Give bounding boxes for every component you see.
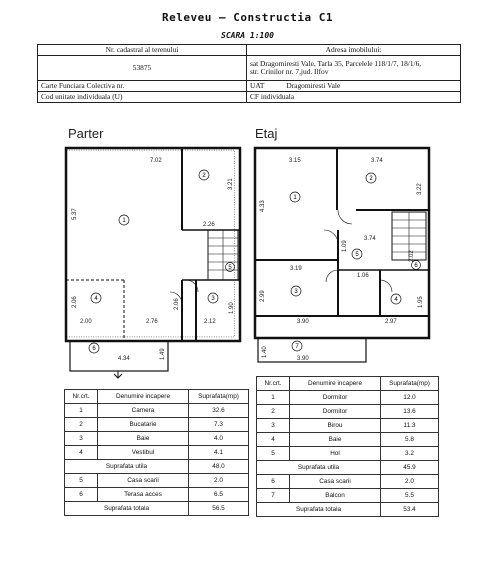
uat-label: UAT — [250, 81, 265, 90]
carte-funciara-label: Carte Funciara Colectiva nr. — [38, 81, 247, 92]
table-cell: Baie — [290, 433, 381, 447]
etaj-balcony — [258, 338, 366, 362]
table-header-row — [65, 390, 249, 404]
table-summary-row — [257, 503, 439, 517]
uat-value: Dragomiresti Vale — [286, 81, 341, 90]
etaj-label: Etaj — [255, 126, 278, 141]
table-cell: 5.8 — [381, 433, 439, 447]
table-row — [257, 405, 439, 419]
table-row — [257, 447, 439, 461]
cadastral-number: 53875 — [38, 56, 247, 81]
parter-label: Parter — [68, 126, 104, 141]
parter-dim: 5.37 — [72, 208, 78, 220]
etaj-room-number: 7 — [295, 344, 299, 350]
etaj-room-number: 6 — [414, 263, 418, 269]
table-cell: Baie — [98, 432, 189, 446]
table-cell: 6 — [65, 488, 98, 502]
cadastral-label: Nr. cadastral al terenului — [38, 45, 247, 56]
table-row — [257, 391, 439, 405]
parter-dim: 2.00 — [80, 319, 92, 325]
table-cell: 11.3 — [381, 419, 439, 433]
total-surface-value: 56.5 — [189, 502, 249, 516]
table-row — [257, 489, 439, 503]
table-cell: 4.1 — [189, 446, 249, 460]
address-value — [247, 56, 461, 81]
table-cell: 2 — [65, 418, 98, 432]
cf-label: CF individuala — [247, 92, 461, 103]
scale-label: SCARA 1:100 — [221, 31, 274, 40]
table-cell: 4.0 — [189, 432, 249, 446]
table-header-cell: Denumire incapere — [290, 377, 381, 391]
table-header-cell: Nr.crt. — [257, 377, 290, 391]
etaj-room-number: 4 — [394, 297, 398, 303]
table-row — [65, 418, 249, 432]
document-title: Releveu – Constructia C1 — [162, 11, 333, 24]
table-cell: Camera — [98, 404, 189, 418]
total-surface-label: Suprafata totala — [65, 502, 189, 516]
table-cell: Casa scarii — [290, 475, 381, 489]
table-row — [65, 404, 249, 418]
table-row — [257, 433, 439, 447]
parter-dim: 2.76 — [146, 319, 158, 325]
etaj-dim: 2.02 — [409, 250, 415, 262]
parter-room-number: 3 — [211, 296, 215, 302]
etaj-dim: 1.06 — [357, 273, 369, 279]
parter-dim: 2.12 — [204, 319, 216, 325]
table-cell: 3 — [65, 432, 98, 446]
parter-dim: 7.02 — [150, 158, 162, 164]
etaj-dim: 3.74 — [371, 158, 383, 164]
useful-surface-value: 45.9 — [381, 461, 439, 475]
etaj-dim: 1.95 — [418, 296, 424, 308]
etaj-room-number: 3 — [294, 289, 298, 295]
parter-dim: 4.34 — [118, 356, 130, 362]
table-row — [65, 446, 249, 460]
table-cell: Terasa acces — [98, 488, 189, 502]
table-cell: 12.0 — [381, 391, 439, 405]
table-cell: Dormitor — [290, 405, 381, 419]
table-header-cell: Denumire incapere — [98, 390, 189, 404]
table-cell: 6.5 — [189, 488, 249, 502]
table-header-cell: Nr.crt. — [65, 390, 98, 404]
table-cell: Vestibul — [98, 446, 189, 460]
table-cell: 2.0 — [189, 474, 249, 488]
total-surface-label: Suprafata totala — [257, 503, 381, 517]
address-line-1: sat Dragomiresti Vale, Tarla 35, Parcelele 118/1/7, 18/1/6, — [250, 58, 422, 68]
parter-surface-table — [64, 389, 249, 516]
address-label: Adresa imobilului: — [247, 45, 461, 56]
parter-dim: 2.06 — [174, 298, 180, 310]
parter-dimensions — [72, 158, 235, 362]
table-cell: 2.0 — [381, 475, 439, 489]
parter-dim: 1.49 — [160, 348, 166, 360]
etaj-room-number: 5 — [355, 252, 359, 258]
etaj-dim: 2.99 — [260, 290, 266, 302]
table-header-cell: Suprafata(mp) — [189, 390, 249, 404]
etaj-dim: 1.40 — [262, 346, 268, 358]
table-summary-row — [257, 461, 439, 475]
useful-surface-label: Suprafata utila — [65, 460, 189, 474]
table-cell: 6 — [257, 475, 290, 489]
etaj-room-number: 1 — [293, 195, 297, 201]
parter-dim: 3.21 — [228, 178, 234, 190]
etaj-dim: 3.90 — [297, 319, 309, 325]
parter-room-number: 4 — [94, 296, 98, 302]
table-cell: 1 — [65, 404, 98, 418]
parter-wall-inner-line — [67, 150, 235, 337]
parter-room-markers — [89, 170, 235, 353]
total-surface-value: 53.4 — [381, 503, 439, 517]
etaj-surface-table — [256, 376, 439, 517]
table-row — [65, 488, 249, 502]
parter-room-number: 2 — [202, 173, 206, 179]
parter-room-number: 5 — [228, 265, 232, 271]
etaj-dim: 3.15 — [289, 158, 301, 164]
etaj-dim: 4.33 — [260, 200, 266, 212]
parter-outer-wall — [66, 148, 240, 341]
table-cell: 5 — [65, 474, 98, 488]
property-info-table — [37, 44, 461, 103]
etaj-door-arc — [324, 230, 338, 244]
etaj-door-arc — [326, 270, 338, 282]
table-cell: Birou — [290, 419, 381, 433]
table-row — [65, 474, 249, 488]
table-cell: 7 — [257, 489, 290, 503]
useful-surface-value: 48.0 — [189, 460, 249, 474]
table-cell: 32.6 — [189, 404, 249, 418]
etaj-room-markers — [290, 173, 421, 351]
table-cell: 4 — [257, 433, 290, 447]
table-cell: 2 — [257, 405, 290, 419]
table-cell: 7.3 — [189, 418, 249, 432]
etaj-dim: 3.74 — [364, 236, 376, 242]
etaj-dim: 2.97 — [385, 319, 397, 325]
parter-room-number: 1 — [122, 218, 126, 224]
parter-room-number: 6 — [92, 346, 96, 352]
floor-plans-drawing — [0, 120, 495, 380]
table-row — [257, 419, 439, 433]
table-cell: Hol — [290, 447, 381, 461]
etaj-door-arc — [380, 280, 392, 292]
table-cell: 13.6 — [381, 405, 439, 419]
table-cell: Balcon — [290, 489, 381, 503]
table-summary-row — [65, 502, 249, 516]
parter-dim: 2.06 — [72, 296, 78, 308]
parter-dim: 1.90 — [229, 302, 235, 314]
etaj-door-arc — [338, 210, 352, 224]
useful-surface-label: Suprafata utila — [257, 461, 381, 475]
table-cell: 5 — [257, 447, 290, 461]
etaj-dim: 3.19 — [290, 266, 302, 272]
table-cell: 1 — [257, 391, 290, 405]
etaj-plan — [255, 148, 429, 362]
table-cell: 3 — [257, 419, 290, 433]
table-cell: Casa scarii — [98, 474, 189, 488]
table-header-row — [257, 377, 439, 391]
table-cell: 5.5 — [381, 489, 439, 503]
table-cell: 3.2 — [381, 447, 439, 461]
table-header-cell: Suprafata(mp) — [381, 377, 439, 391]
etaj-dim: 3.22 — [417, 183, 423, 195]
table-cell: 4 — [65, 446, 98, 460]
etaj-dim: 3.90 — [297, 356, 309, 362]
etaj-room-number: 2 — [369, 176, 373, 182]
table-summary-row — [65, 460, 249, 474]
unit-code-label: Cod unitate individuala (U) — [38, 92, 247, 103]
table-cell: Bucatarie — [98, 418, 189, 432]
parter-dim: 2.26 — [203, 222, 215, 228]
table-row — [257, 475, 439, 489]
uat-cell — [247, 81, 461, 92]
address-line-2: str. Crinilor nr. 7,jud. Ilfov — [250, 67, 329, 76]
etaj-dim: 1.09 — [342, 240, 348, 252]
table-row — [65, 432, 249, 446]
table-cell: Dormitor — [290, 391, 381, 405]
